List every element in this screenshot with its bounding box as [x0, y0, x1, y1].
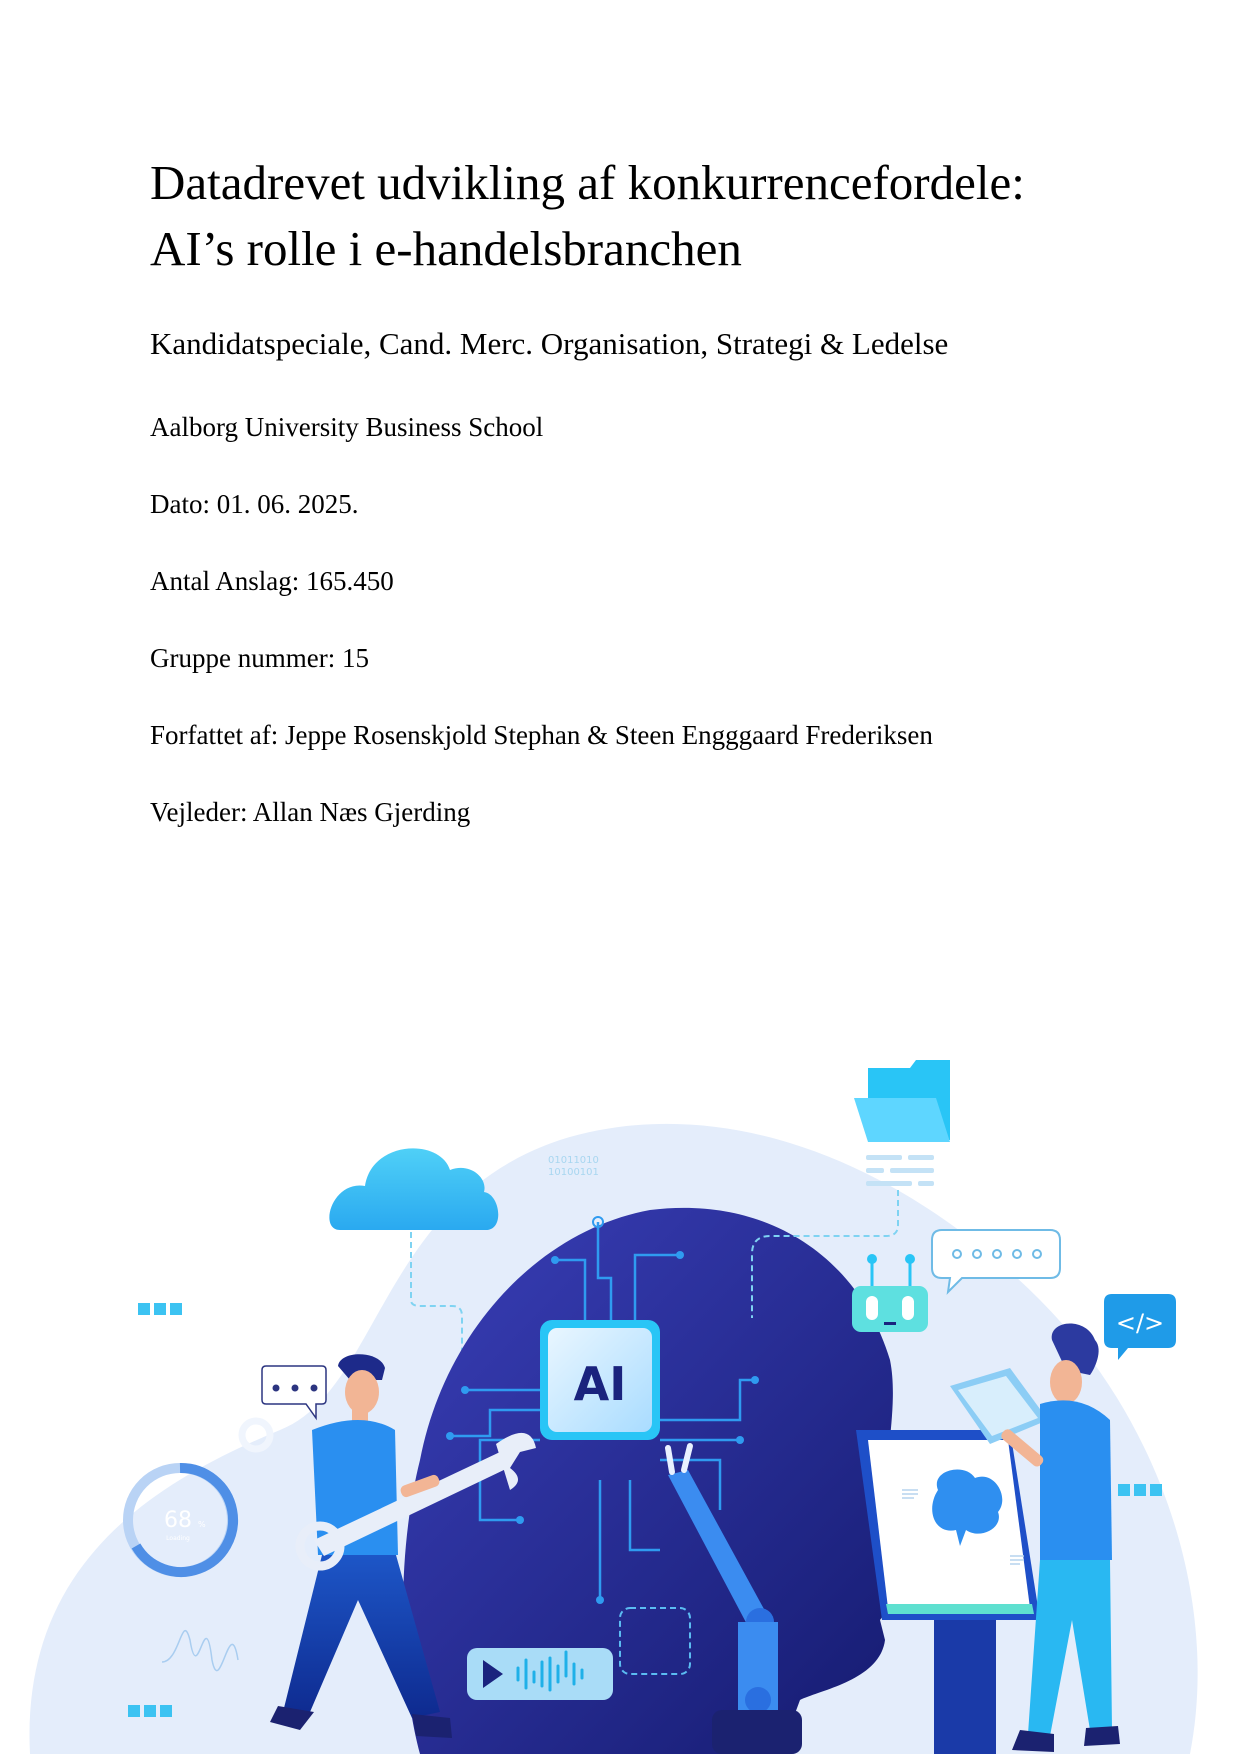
code-symbol: </>	[1115, 1309, 1165, 1337]
title-line-2: AI’s rolle i e-handelsbranchen	[150, 221, 742, 276]
ai-chip-icon	[540, 1320, 660, 1440]
date: Dato: 01. 06. 2025.	[150, 489, 359, 519]
authors: Forfattet af: Jeppe Rosenskjold Stephan & Steen Engggaard Frederiksen	[150, 720, 933, 750]
svg-text:10100101: 10100101	[548, 1167, 599, 1178]
character-count: Antal Anslag: 165.450	[150, 566, 394, 596]
institution: Aalborg University Business School	[150, 412, 544, 442]
speech-bubble-icon	[262, 1366, 326, 1418]
gauge-caption: Loading	[166, 1535, 190, 1542]
audio-waveform-icon	[467, 1648, 613, 1700]
ai-illustration	[0, 1040, 1241, 1754]
title-line-1: Datadrevet udvikling af konkurrencefordele:	[150, 155, 1025, 210]
binary-text-top: 01011010	[548, 1155, 599, 1166]
code-bubble-icon	[1104, 1294, 1176, 1360]
group-number: Gruppe nummer: 15	[150, 643, 369, 673]
gauge-value: 68	[164, 1508, 192, 1533]
ai-chip-label: AI	[573, 1357, 627, 1411]
supervisor: Vejleder: Allan Næs Gjerding	[150, 797, 471, 827]
document-subtitle: Kandidatspeciale, Cand. Merc. Organisation, Strategi & Ledelse	[150, 326, 949, 361]
document-title	[150, 150, 1025, 282]
svg-text:%: %	[198, 1520, 206, 1529]
